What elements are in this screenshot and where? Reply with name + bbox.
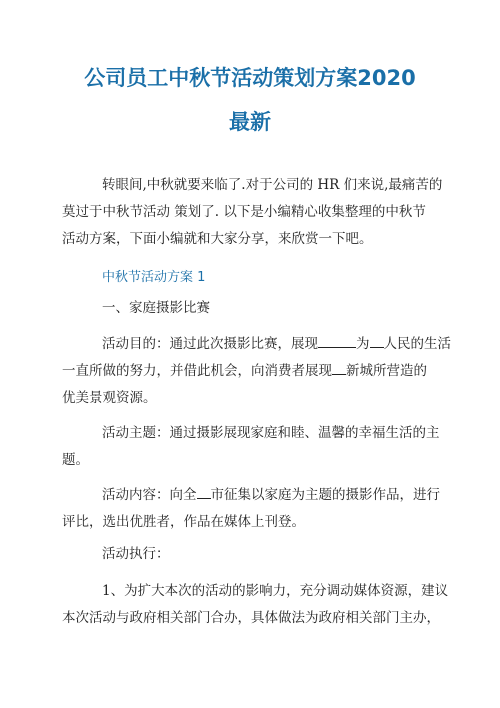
- purpose-paragraph: [62, 331, 451, 412]
- content-line-1: [62, 482, 438, 509]
- purpose-line-3: 优美景观资源。: [62, 390, 157, 406]
- blank-line: [318, 333, 356, 348]
- title-line-1: 公司员工中秋节活动策划方案2020: [84, 66, 416, 90]
- content-paragraph: [62, 482, 438, 536]
- blank-line: [332, 360, 346, 375]
- section-heading: 中秋节活动方案 1: [102, 270, 206, 285]
- intro-line-3: 活动方案，下面小编就和大家分享，来欣赏一下吧。: [62, 231, 373, 247]
- purpose-line-1: [62, 331, 451, 358]
- blank-line: [370, 333, 384, 348]
- intro-line-2: 莫过于中秋节活动 策划了. 以下是小编精心收集整理的中秋节: [62, 204, 426, 220]
- theme-line-2: 题。: [62, 452, 89, 468]
- purpose-line-2: [62, 358, 438, 385]
- title-line-2: 最新: [229, 110, 271, 134]
- purpose-text-d: 一直所做的努力，并借此机会，向消费者展现: [62, 363, 332, 379]
- theme-line-1: 活动主题：通过摄影展现家庭和睦、温馨的幸福生活的主: [102, 425, 440, 441]
- purpose-text-e: 新城所营造的: [346, 363, 427, 379]
- purpose-text-a: 活动目的：通过此次摄影比赛，展现: [102, 336, 318, 352]
- content-line-2: 评比，选出优胜者，作品在媒体上刊登。: [62, 514, 305, 530]
- step-1-line-2: 本次活动与政府相关部门合办，具体做法为政府相关部门主办，: [62, 610, 440, 626]
- subheading-text: 一、家庭摄影比赛: [102, 300, 210, 316]
- blank-line: [197, 484, 211, 499]
- execution-label: [62, 541, 438, 568]
- intro-paragraph: [62, 172, 443, 253]
- content-text-b: 市征集以家庭为主题的摄影作品，进行: [210, 487, 440, 503]
- purpose-text-b: 为: [356, 336, 370, 352]
- purpose-text-c: 人民的生活: [383, 336, 451, 352]
- step-1-line-1: 1、为扩大本次的活动的影响力，充分调动媒体资源，建议: [102, 583, 449, 599]
- theme-paragraph: [62, 420, 438, 474]
- content-text-a: 活动内容：向全: [102, 487, 197, 503]
- execution-label-text: 活动执行：: [102, 546, 170, 562]
- step-1-paragraph: [62, 578, 449, 632]
- intro-line-1: 转眼间,中秋就要来临了.对于公司的 HR 们来说,最痛苦的: [102, 177, 443, 193]
- subheading: [62, 295, 438, 322]
